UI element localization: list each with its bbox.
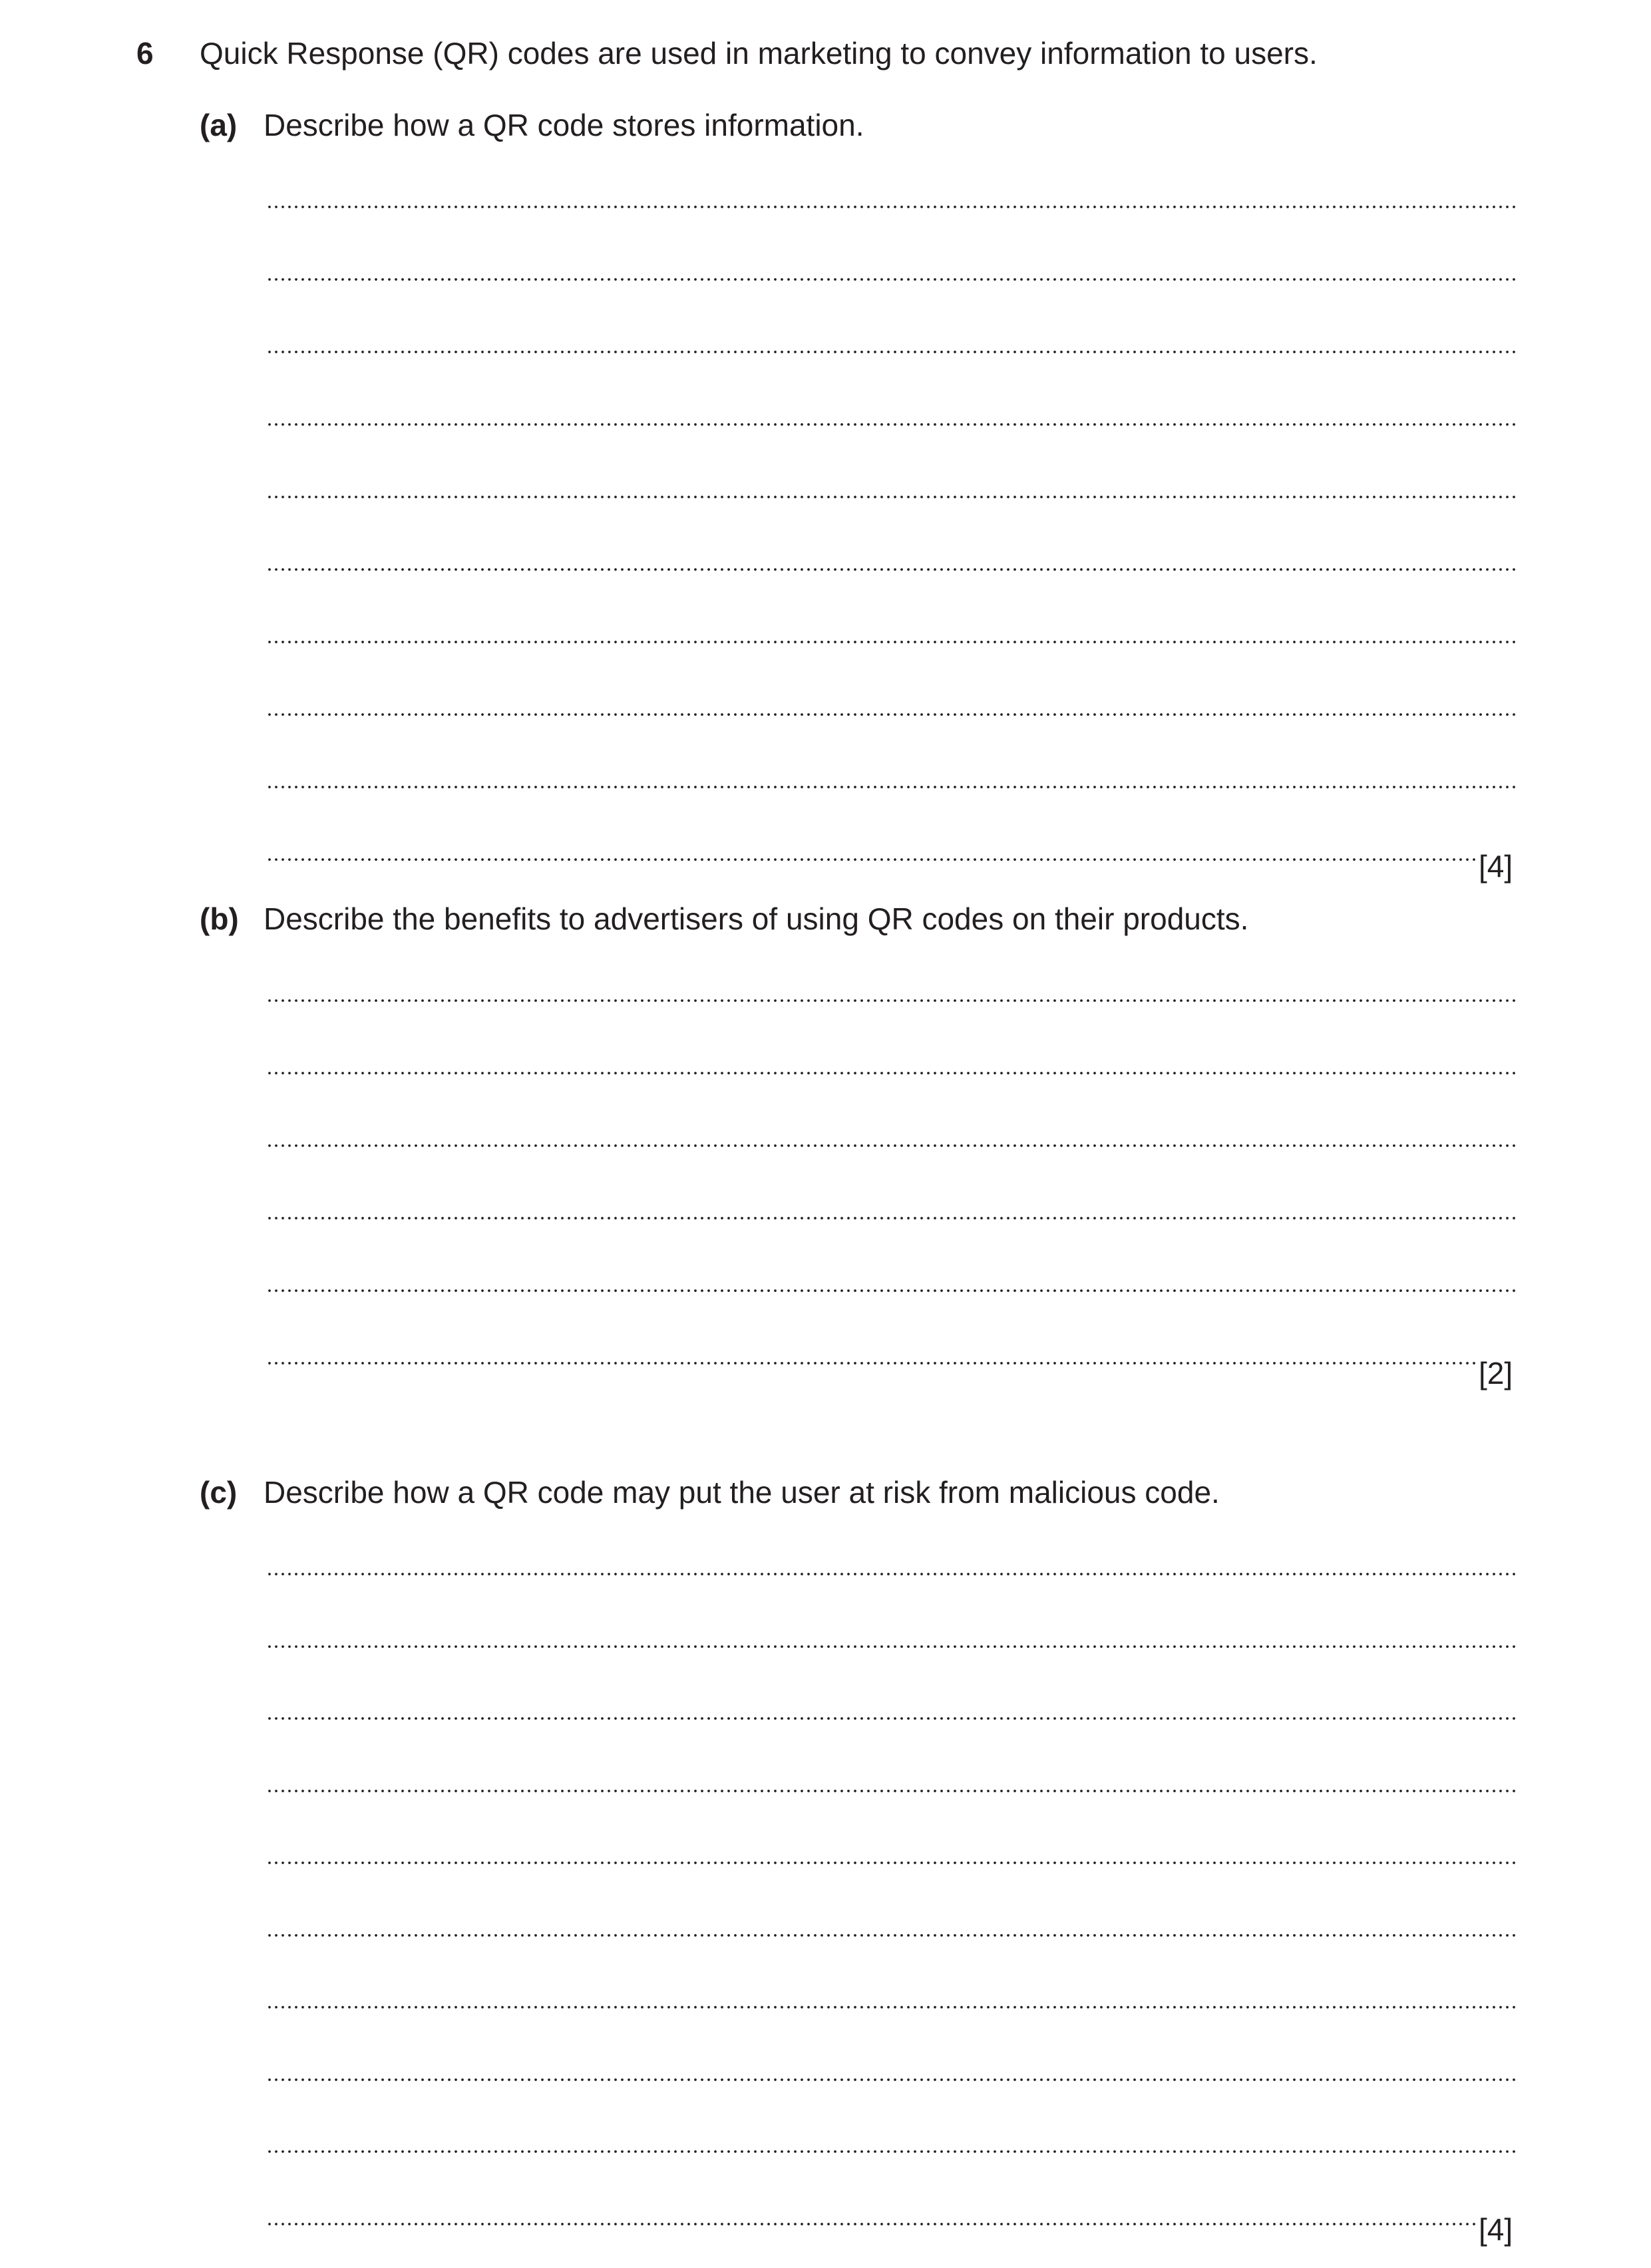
answer-line[interactable]	[266, 495, 1517, 499]
answer-line[interactable]	[266, 1933, 1517, 1937]
part-c-label: (c)	[200, 1475, 238, 1510]
answer-line[interactable]	[266, 1645, 1517, 1649]
answer-line[interactable]	[266, 999, 1517, 1003]
answer-line[interactable]	[266, 1716, 1517, 1720]
answer-line[interactable]	[266, 277, 1517, 281]
part-c-marks: [4]	[1479, 2212, 1513, 2247]
answer-line[interactable]	[266, 1216, 1517, 1220]
answer-line[interactable]	[266, 2005, 1517, 2009]
question-stem: Quick Response (QR) codes are used in marketing to convey information to users.	[200, 36, 1318, 71]
answer-line[interactable]	[266, 1861, 1517, 1865]
answer-line[interactable]	[266, 785, 1517, 789]
part-a-label: (a)	[200, 108, 238, 142]
part-b-prompt: Describe the benefits to advertisers of using QR codes on their products.	[264, 901, 1249, 936]
answer-line[interactable]	[266, 1144, 1517, 1148]
answer-line[interactable]	[266, 1789, 1517, 1793]
answer-line[interactable]	[266, 422, 1517, 426]
part-a-prompt: Describe how a QR code stores information.	[264, 108, 864, 142]
part-a-marks: [4]	[1479, 849, 1513, 884]
answer-line[interactable]	[266, 2078, 1517, 2082]
answer-line[interactable]	[266, 2150, 1517, 2154]
answer-line[interactable]	[266, 1361, 1479, 1365]
answer-line[interactable]	[266, 1071, 1517, 1075]
part-b-label: (b)	[200, 901, 239, 936]
part-c-prompt: Describe how a QR code may put the user at risk from malicious code.	[264, 1475, 1220, 1510]
answer-line[interactable]	[266, 350, 1517, 354]
answer-line[interactable]	[266, 567, 1517, 571]
answer-line[interactable]	[266, 640, 1517, 644]
answer-line[interactable]	[266, 713, 1517, 717]
answer-line[interactable]	[266, 1289, 1517, 1293]
answer-line[interactable]	[266, 1572, 1517, 1576]
answer-line[interactable]	[266, 2222, 1479, 2226]
answer-line[interactable]	[266, 205, 1517, 209]
answer-line[interactable]	[266, 858, 1479, 862]
part-b-marks: [2]	[1479, 1356, 1513, 1390]
question-number: 6	[136, 36, 154, 71]
